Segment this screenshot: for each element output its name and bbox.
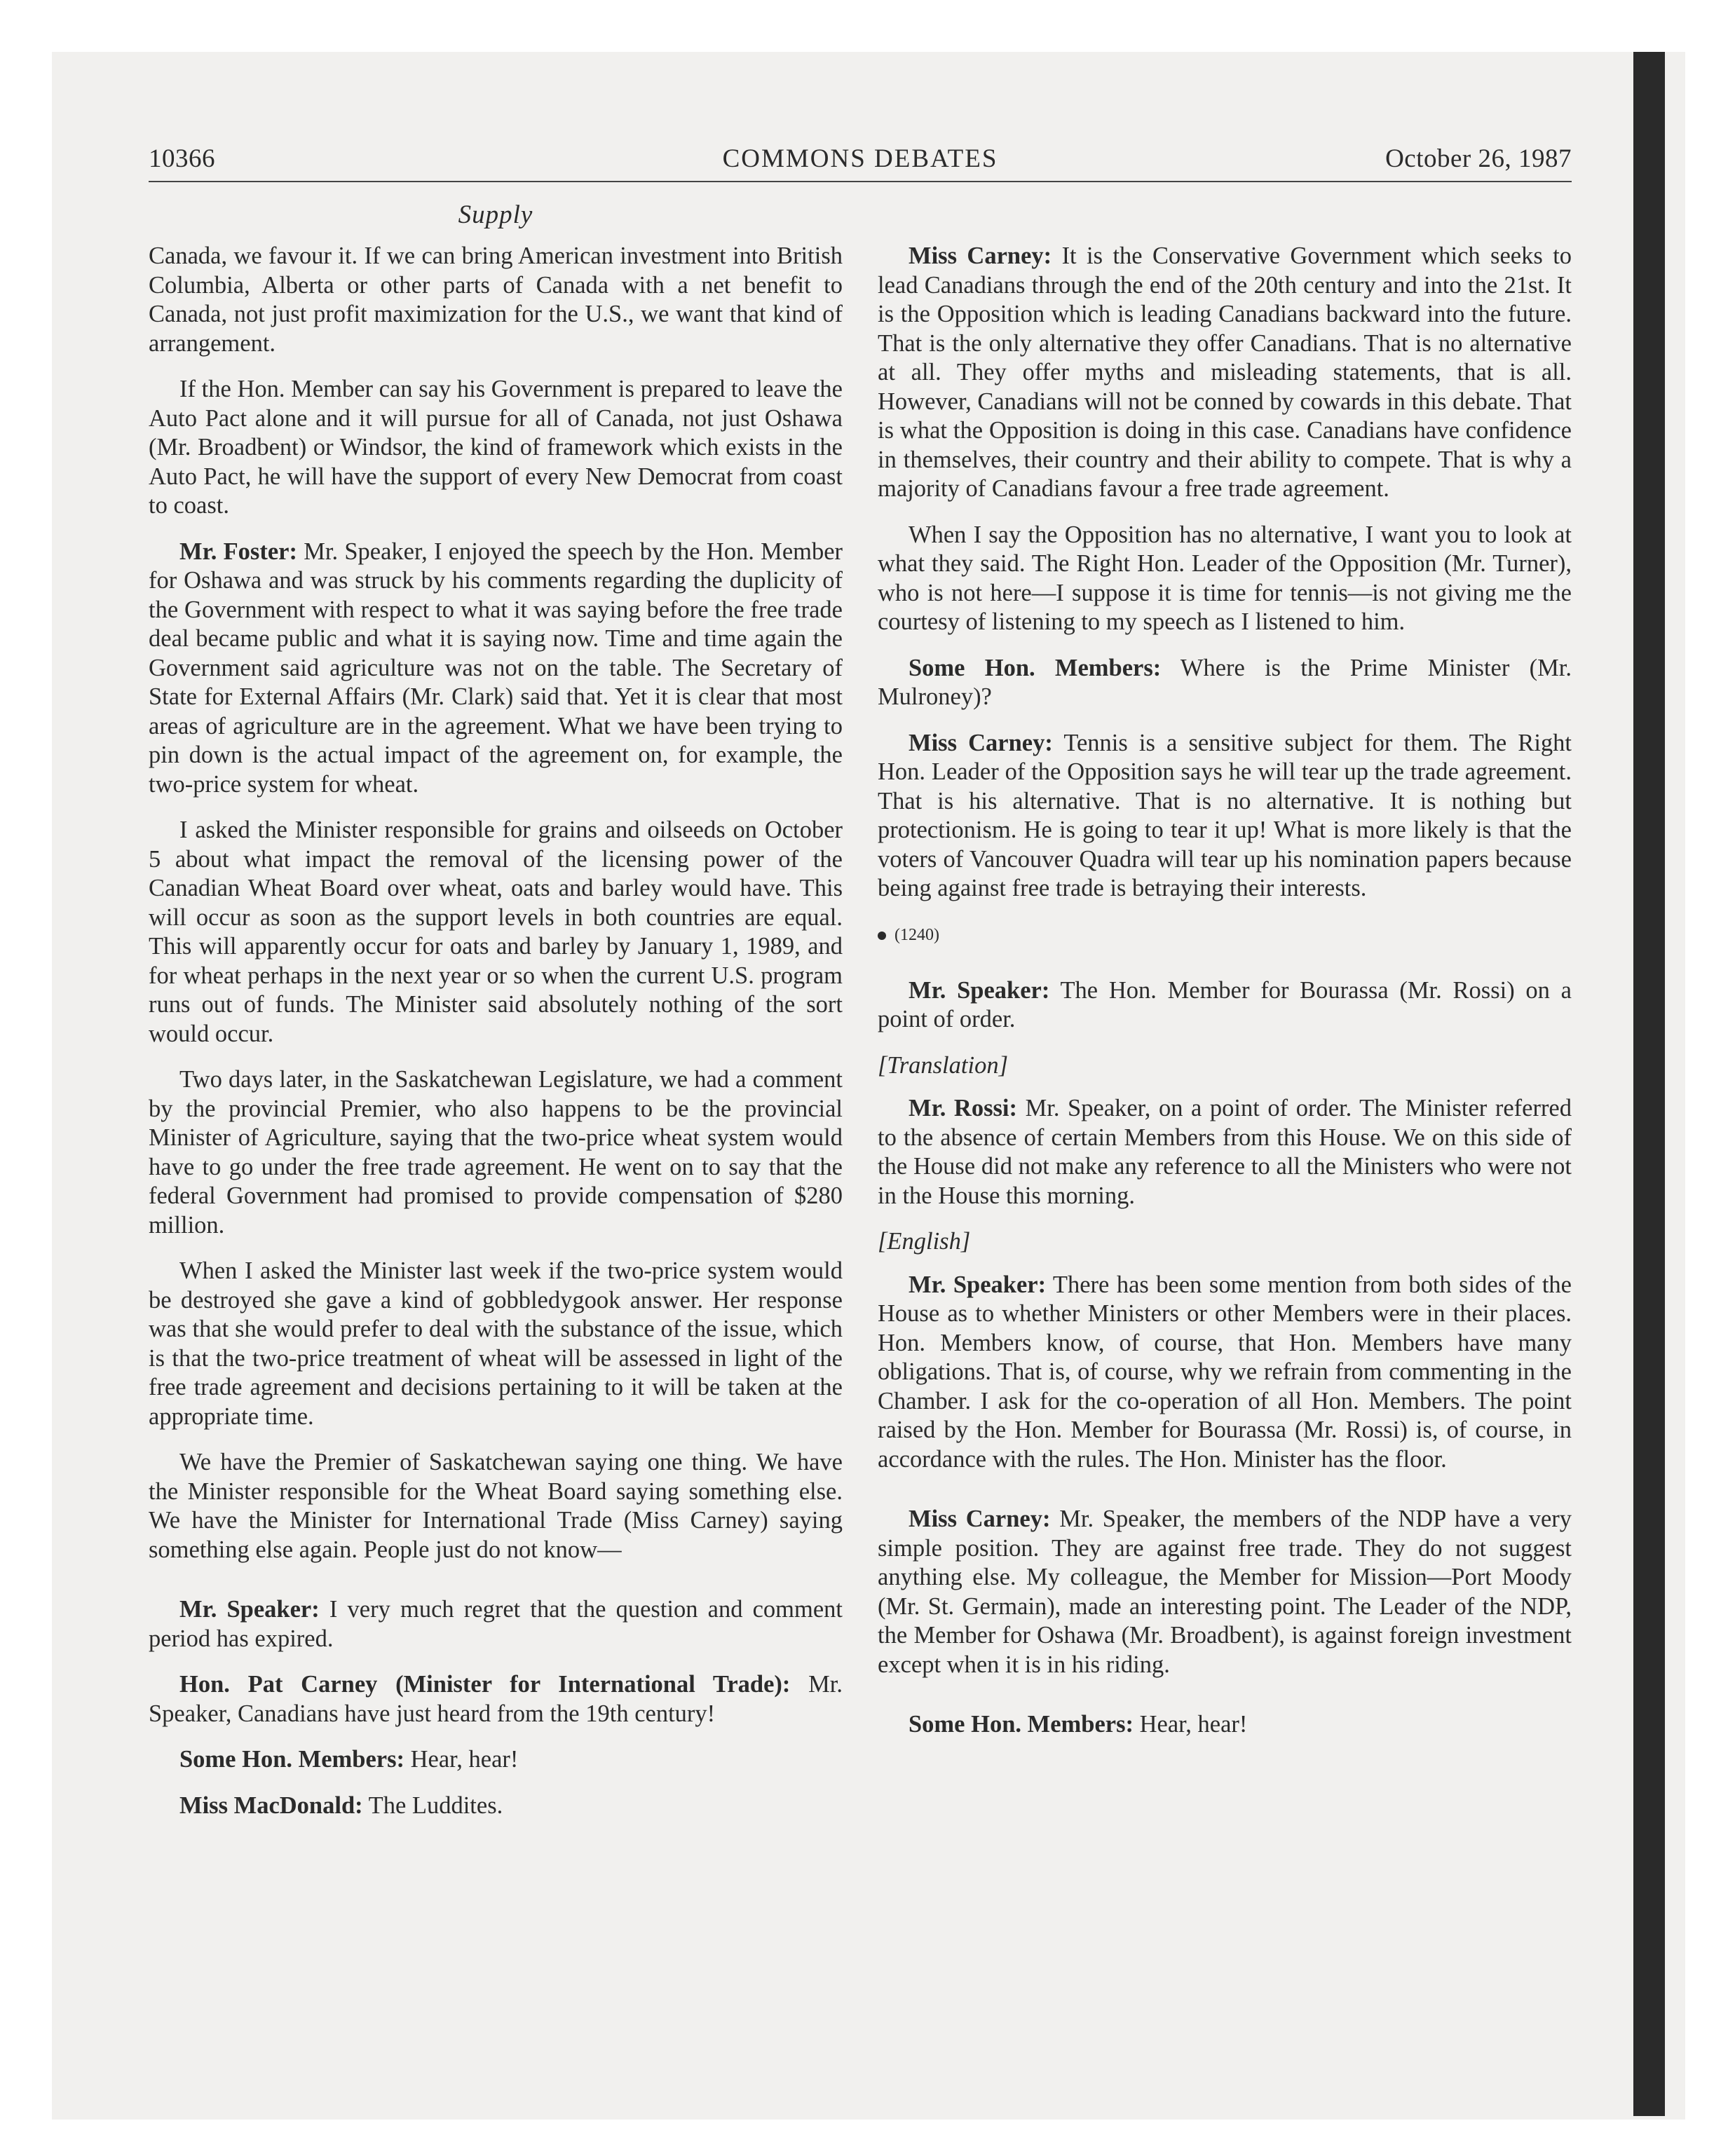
section-title: Supply [458, 200, 533, 229]
paragraph-text: Two days later, in the Saskatchewan Legislature, we had a comment by the provincial Premier, who also happens to be the provincial Minister of Agriculture, saying that the two-price wheat system would have to go under the free trade agreement. He went on to say that the federal Government had promised to provide compensation of $280 million. [149, 1066, 843, 1239]
paragraph [878, 1094, 1572, 1210]
page-header [149, 144, 1572, 180]
publication-date: October 26, 1987 [1385, 144, 1572, 173]
publication-title: COMMONS DEBATES [722, 144, 998, 173]
time-marker-text: (1240) [894, 925, 939, 944]
paragraph-text: Hear, hear! [1139, 1711, 1248, 1738]
paragraph-text: When I asked the Minister last week if the two-price system would be destroyed she gave a kind of gobbledygook answer. Her response was that she would prefer to deal with the substance of the issue, which is that the two-price treatment of wheat will be assessed in light of the free trade agreement and decisions pertaining to it will be taken at the appropriate time. [149, 1257, 843, 1430]
speaker-name: Hon. Pat Carney (Minister for International Trade): [179, 1671, 791, 1698]
speaker-name: Some Hon. Members: [909, 654, 1162, 681]
speaker-name: Mr. Speaker: [909, 1271, 1047, 1298]
paragraph [149, 538, 843, 800]
paragraph [149, 1595, 843, 1653]
paragraph [149, 375, 843, 521]
paragraph-text: Mr. Speaker, the members of the NDP have a very simple position. They are against free trade. They do not suggest anything else. My colleague, the Member for Mission—Port Moody (Mr. St. Germain), made an interesting point. The Leader of the NDP, the Member for Oshawa (Mr. Broadbent), is against foreign investment except when it is in his riding. [878, 1506, 1572, 1678]
paragraph [878, 242, 1572, 504]
paragraph-text: Mr. Speaker, on a point of order. The Minister referred to the absence of certain Members from this House. We on this side of the House did not make any reference to all the Ministers who were not in the House this morning. [878, 1095, 1572, 1209]
paragraph-text: The Luddites. [368, 1792, 503, 1819]
speaker-name: Miss Carney: [909, 729, 1053, 756]
paragraph-text: Mr. Speaker, Canadians have just heard from the 19th century! [149, 1671, 843, 1727]
paragraph-text: When I say the Opposition has no alternative, I want you to look at what they said. The Right Hon. Leader of the Opposition (Mr. Turner), who is not here—I suppose it is time for tennis—is not giving me the courtesy of listening to my speech as I listened to him. [878, 521, 1572, 635]
paragraph [149, 1257, 843, 1431]
right-column [878, 242, 1572, 1756]
paragraph-text: Canada, we favour it. If we can bring American investment into British Columbia, Alberta or other parts of Canada with a net benefit to Canada, not just profit maximization for the U.S., we want that kind of arrangement. [149, 243, 843, 357]
speaker-name: Miss Carney: [909, 243, 1052, 269]
paragraph [149, 1745, 843, 1775]
page-number: 10366 [149, 144, 215, 173]
translation-tag: [Translation] [878, 1051, 1008, 1079]
paragraph-text: Tennis is a sensitive subject for them. The Right Hon. Leader of the Opposition says he will tear up the trade agreement. That is his alternative. That is no alternative. It is nothing but protectionism. He is going to tear it up! What is more likely is that the voters of Vancouver Quadra will tear up his nomination papers because being against free trade is betraying their interests. [878, 729, 1572, 901]
paragraph-text: There has been some mention from both sides of the House as to whether Ministers or other Members were in their places. Hon. Members know, of course, that Hon. Members have many obligations. That is, of course, why we refrain from commenting in the Chamber. I ask for the co-operation of all Hon. Members. The point raised by the Hon. Member for Bourassa (Mr. Rossi) is, of course, in accordance with the rules. The Hon. Minister has the floor. [878, 1271, 1572, 1473]
paragraph [878, 976, 1572, 1035]
paragraph [149, 1792, 843, 1821]
bullet-icon [878, 932, 886, 940]
paragraph [878, 654, 1572, 712]
speaker-name: Mr. Speaker: [179, 1596, 320, 1623]
paragraph [149, 1065, 843, 1240]
speaker-name: Mr. Rossi: [909, 1095, 1017, 1121]
paragraph [149, 1670, 843, 1728]
paragraph-text: I very much regret that the question and comment period has expired. [149, 1596, 843, 1652]
paragraph [149, 816, 843, 1049]
paragraph [878, 1271, 1572, 1475]
speaker-name: Miss Carney: [909, 1506, 1051, 1532]
paragraph [878, 521, 1572, 637]
paragraph-text: The Hon. Member for Bourassa (Mr. Rossi) on a point of order. [878, 976, 1572, 1032]
paragraph-text: It is the Conservative Government which seeks to lead Canadians through the end of the 20th century and into the 21st. It is the Opposition which is leading Canadians backward into the future. That is the only alternative they offer Canadians. That is no alternative at all. They offer myths and misleading statements, that is all. However, Canadians will not be conned by cowards in this debate. That is what the Opposition is doing in this case. Canadians have confidence in themselves, their country and their ability to compete. That is why a majority of Canadians favour a free trade agreement. [878, 243, 1572, 502]
paragraph-text: Where is the Prime Minister (Mr. Mulroney)? [878, 654, 1572, 710]
paragraph-text: Mr. Speaker, I enjoyed the speech by the Hon. Member for Oshawa and was struck by his comments regarding the duplicity of the Government with respect to what it was saying before the free trade deal became public and what it is saying now. Time and time again the Government said agriculture was not on the table. The Secretary of State for External Affairs (Mr. Clark) said that. Yet it is clear that most areas of agriculture are in the agreement. What we have been trying to pin down is the actual impact of the agreement on, for example, the two-price system for wheat. [149, 538, 843, 798]
english-tag: [English] [878, 1228, 971, 1255]
paragraph [878, 729, 1572, 903]
paragraph-text: Hear, hear! [410, 1746, 519, 1773]
paragraph [149, 242, 843, 358]
speaker-name: Miss MacDonald: [179, 1792, 363, 1819]
header-rule [149, 181, 1572, 182]
left-column [149, 242, 843, 1837]
paragraph [878, 1505, 1572, 1679]
speaker-name: Some Hon. Members: [179, 1746, 404, 1773]
paragraph [149, 1448, 843, 1564]
speaker-name: Mr. Speaker: [909, 976, 1050, 1004]
speaker-name: Some Hon. Members: [909, 1711, 1134, 1738]
paragraph [878, 1710, 1572, 1740]
paragraph-text: I asked the Minister responsible for grains and oilseeds on October 5 about what impact the removal of the licensing power of the Canadian Wheat Board over wheat, oats and barley would have. This will occur as soon as the support levels in both countries are equal. This will apparently occur for oats and barley by January 1, 1989, and for wheat perhaps in the next year or so when the current U.S. program runs out of funds. The Minister said absolutely nothing of the sort would occur. [149, 817, 843, 1047]
speaker-name: Mr. Foster: [179, 538, 297, 565]
scan-binding-edge [1633, 52, 1665, 2116]
time-marker [878, 925, 1572, 946]
paragraph-text: If the Hon. Member can say his Government is prepared to leave the Auto Pact alone and it will pursue for all of Canada, not just Oshawa (Mr. Broadbent) or Windsor, the kind of framework which exists in the Auto Pact, he will have the support of every New Democrat from coast to coast. [149, 376, 843, 519]
paragraph-text: We have the Premier of Saskatchewan saying one thing. We have the Minister responsible for the Wheat Board saying something else. We have the Minister for International Trade (Miss Carney) saying something else again. People just do not know— [149, 1449, 843, 1563]
